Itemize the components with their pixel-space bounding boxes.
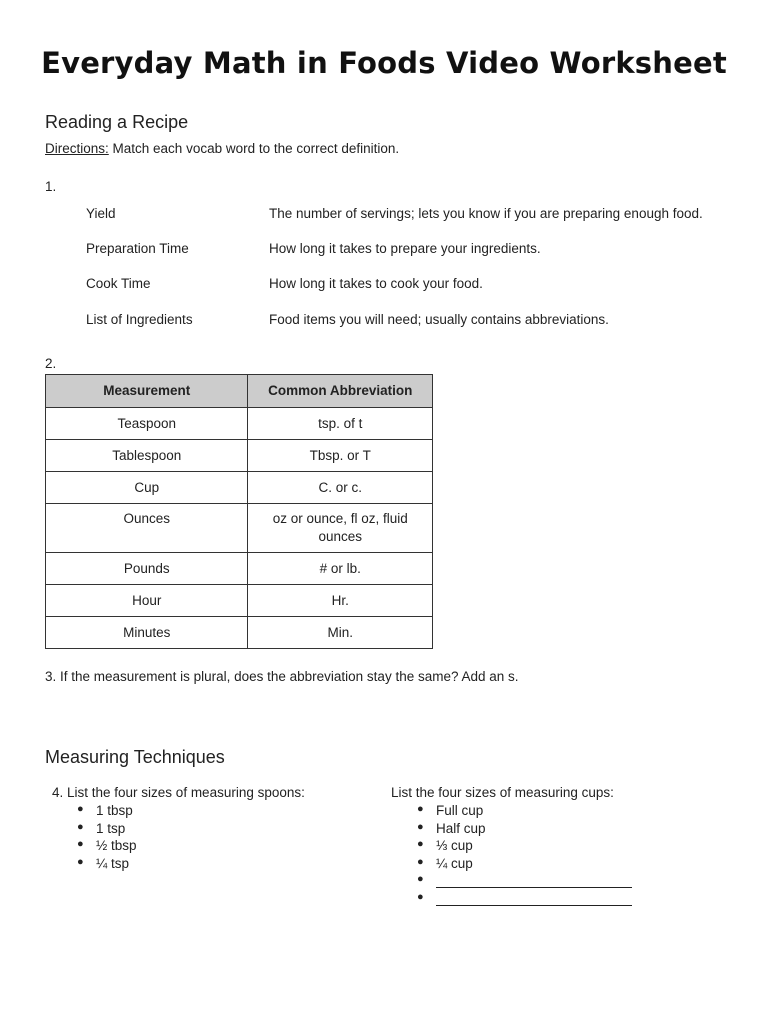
question-2-number: 2. (45, 356, 57, 371)
cups-list (417, 803, 632, 908)
spoons-prompt: 4. List the four sizes of measuring spoons: (52, 785, 305, 800)
list-item (417, 820, 632, 839)
table-cell-measurement: Teaspoon (46, 408, 248, 440)
question-3-text: 3. If the measurement is plural, does the abbreviation stay the same? Add an s. (45, 669, 519, 684)
list-item (77, 803, 137, 821)
list-item (417, 855, 632, 874)
table-cell-measurement: Minutes (46, 617, 248, 649)
table-row (46, 440, 433, 472)
bullet-icon: ● (77, 855, 84, 868)
list-item-text: ¼ tsp (96, 855, 130, 871)
abbreviation-table (45, 374, 433, 649)
list-item-text: 1 tsp (96, 820, 126, 836)
table-header-measurement: Measurement (46, 375, 248, 408)
table-header-abbreviation: Common Abbreviation (248, 375, 433, 408)
bullet-icon: ● (77, 820, 84, 833)
table-cell-abbreviation: Hr. (248, 585, 433, 617)
cups-prompt: List the four sizes of measuring cups: (391, 785, 614, 800)
vocab-definition: How long it takes to cook your food. (269, 276, 483, 291)
table-cell-measurement: Cup (46, 472, 248, 504)
bullet-icon: ● (417, 820, 424, 833)
table-cell-measurement: Hour (46, 585, 248, 617)
vocab-term: List of Ingredients (86, 312, 193, 327)
table-cell-abbreviation: Min. (248, 617, 433, 649)
table-row (46, 408, 433, 440)
vocab-definition: Food items you will need; usually contains abbreviations. (269, 312, 609, 327)
directions (45, 141, 399, 156)
vocab-term: Yield (86, 206, 116, 221)
list-item-text: ½ tbsp (96, 838, 137, 853)
directions-text: Match each vocab word to the correct definition. (108, 141, 400, 156)
bullet-icon: ● (77, 838, 84, 850)
bullet-icon: ● (417, 803, 424, 815)
table-cell-abbreviation: # or lb. (248, 553, 433, 585)
answer-blank[interactable] (436, 873, 632, 888)
table-row (46, 553, 433, 585)
table-cell-measurement: Tablespoon (46, 440, 248, 472)
table-row (46, 585, 433, 617)
table-cell-abbreviation: Tbsp. or T (248, 440, 433, 472)
vocab-term: Cook Time (86, 276, 151, 291)
list-item (77, 820, 137, 839)
answer-blank[interactable] (436, 891, 632, 906)
table-cell-measurement: Pounds (46, 553, 248, 585)
table-header-row (46, 375, 433, 408)
bullet-icon: ● (417, 855, 424, 868)
list-item-text: Full cup (436, 803, 484, 818)
question-1-number: 1. (45, 179, 57, 194)
vocab-term: Preparation Time (86, 241, 189, 256)
table-row (46, 617, 433, 649)
table-cell-abbreviation: C. or c. (248, 472, 433, 504)
table-cell-measurement: Ounces (46, 504, 248, 553)
bullet-icon: ● (417, 890, 424, 903)
list-item (417, 890, 632, 909)
list-item (417, 803, 632, 821)
list-item (417, 873, 632, 891)
table-cell-abbreviation: oz or ounce, fl oz, fluid ounces (248, 504, 433, 553)
page-title: Everyday Math in Foods Video Worksheet (41, 46, 727, 80)
directions-label: Directions: (45, 141, 109, 156)
vocab-definition: How long it takes to prepare your ingredients. (269, 241, 541, 256)
list-item-text: ⅓ cup (436, 838, 473, 853)
bullet-icon: ● (417, 873, 424, 885)
list-item (77, 855, 137, 874)
vocab-definition: The number of servings; lets you know if you are preparing enough food. (269, 206, 703, 221)
list-item (77, 838, 137, 856)
bullet-icon: ● (417, 838, 424, 850)
section-heading-measuring: Measuring Techniques (45, 747, 225, 767)
table-row (46, 504, 433, 553)
section-heading-reading: Reading a Recipe (45, 112, 189, 132)
list-item (417, 838, 632, 856)
table-row (46, 472, 433, 504)
list-item-text: 1 tbsp (96, 803, 133, 818)
list-item-text: Half cup (436, 820, 486, 836)
bullet-icon: ● (77, 803, 84, 815)
table-cell-abbreviation: tsp. of t (248, 408, 433, 440)
spoons-list (77, 803, 137, 873)
list-item-text: ¼ cup (436, 855, 473, 871)
